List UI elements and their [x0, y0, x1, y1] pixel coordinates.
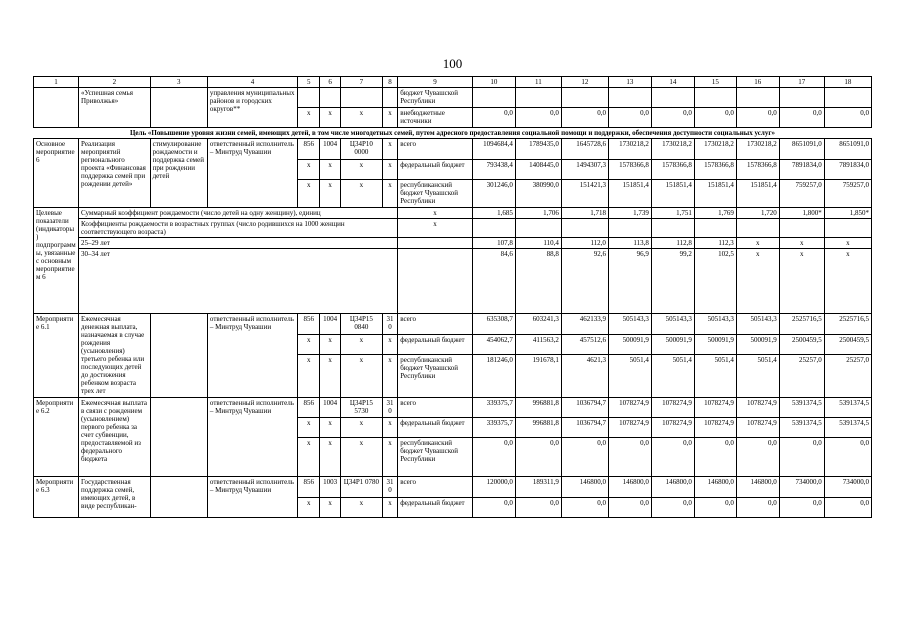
value-cell: 734000,0	[779, 477, 824, 498]
value-cell: 1789435,0	[515, 139, 561, 160]
header-cell: 9	[398, 77, 473, 88]
value-cell: 454062,7	[472, 335, 515, 355]
value-cell: 505143,3	[694, 314, 736, 335]
code-cell: x	[297, 335, 320, 355]
code-cell: x	[382, 160, 397, 180]
cell-empty	[150, 398, 207, 477]
activity-name: Государственная поддержка семей, имеющих детей, в виде республикан-	[79, 477, 151, 518]
value-cell: 191678,1	[515, 355, 561, 398]
indicator-text: Коэффициенты рождаемости в возрастных группах (число родившихся на 1000 женщин соответствующего возраста)	[79, 219, 398, 238]
code-cell: x	[297, 438, 320, 477]
funding-source: всего	[398, 139, 473, 160]
executor: ответственный исполнитель – Минтруд Чувашии	[207, 477, 297, 518]
cell-empty	[561, 219, 608, 238]
value-cell: 0,0	[651, 108, 694, 128]
code-cell: x	[297, 180, 320, 208]
cell-empty	[561, 88, 608, 108]
funding-source: федеральный бюджет	[398, 160, 473, 180]
value-cell: 793438,4	[472, 160, 515, 180]
value-cell: 500091,9	[694, 335, 736, 355]
value-cell: 1036794,7	[561, 398, 608, 418]
header-cell: 15	[694, 77, 736, 88]
code-cell: x	[320, 498, 340, 518]
value-cell: 0,0	[515, 438, 561, 477]
code-cell: 856	[297, 314, 320, 335]
header-cell: 16	[736, 77, 779, 88]
value-cell: 25257,0	[779, 355, 824, 398]
value-cell: 505143,3	[651, 314, 694, 335]
code-cell: 310	[382, 314, 397, 335]
value-cell: 1730218,2	[608, 139, 651, 160]
header-cell: 11	[515, 77, 561, 88]
value-cell: 0,0	[561, 498, 608, 518]
code-cell: x	[297, 498, 320, 518]
value-cell: 1,706	[515, 208, 561, 219]
value-cell: 1,739	[608, 208, 651, 219]
value-cell: 5391374,5	[824, 398, 871, 418]
value-cell: 8651091,0	[779, 139, 824, 160]
cell-empty	[779, 88, 824, 108]
value-cell: 92,6	[561, 249, 608, 314]
activity-code: Мероприятие 6.3	[34, 477, 79, 518]
code-cell: Ц34Р15 5730	[340, 398, 382, 418]
value-cell: 151851,4	[608, 180, 651, 208]
cell-empty	[398, 249, 473, 314]
cell-empty	[340, 88, 382, 108]
value-cell: 1078274,9	[608, 398, 651, 418]
activity-code: Мероприятие 6.1	[34, 314, 79, 398]
value-cell: 1,720	[736, 208, 779, 219]
value-cell: 5391374,5	[779, 418, 824, 438]
value-cell: 88,8	[515, 249, 561, 314]
code-cell: x	[297, 355, 320, 398]
value-cell: 151851,4	[736, 180, 779, 208]
value-cell: 1408445,0	[515, 160, 561, 180]
value-cell: 301246,0	[472, 180, 515, 208]
value-cell: 0,0	[608, 498, 651, 518]
value-cell: 113,8	[608, 238, 651, 249]
code-cell: 856	[297, 398, 320, 418]
cell-empty	[651, 219, 694, 238]
activity-code: Основное мероприятие 6	[34, 139, 79, 208]
cell-empty	[651, 88, 694, 108]
value-cell: 146800,0	[736, 477, 779, 498]
value-cell: 0,0	[824, 108, 871, 128]
value-cell: 0,0	[515, 108, 561, 128]
code-cell: x	[340, 160, 382, 180]
cell-empty	[694, 88, 736, 108]
value-cell: 380990,0	[515, 180, 561, 208]
cell-empty	[694, 219, 736, 238]
cell-empty	[382, 88, 397, 108]
header-cell: 12	[561, 77, 608, 88]
value-cell: 5051,4	[608, 355, 651, 398]
value-cell: 1730218,2	[694, 139, 736, 160]
funding-source: республиканский бюджет Чувашской Республики	[398, 180, 473, 208]
indicator-unit: x	[398, 208, 473, 219]
value-cell: 151851,4	[651, 180, 694, 208]
value-cell: 0,0	[561, 438, 608, 477]
value-cell: 0,0	[694, 108, 736, 128]
value-cell: 146800,0	[561, 477, 608, 498]
value-cell: 5051,4	[736, 355, 779, 398]
value-cell: x	[779, 238, 824, 249]
value-cell: 0,0	[608, 438, 651, 477]
code-cell: x	[320, 355, 340, 398]
code-cell: x	[382, 418, 397, 438]
value-cell: 1645728,6	[561, 139, 608, 160]
funding-source: всего	[398, 314, 473, 335]
value-cell: 0,0	[472, 498, 515, 518]
code-cell: 1004	[320, 398, 340, 418]
code-cell: x	[340, 355, 382, 398]
funding-source: внебюджетные источники	[398, 108, 473, 128]
value-cell: 5391374,5	[824, 418, 871, 438]
value-cell: 734000,0	[824, 477, 871, 498]
cell-empty	[150, 477, 207, 518]
cell-empty	[515, 88, 561, 108]
page-number: 100	[442, 56, 463, 71]
table-row	[34, 477, 872, 498]
header-cell: 5	[297, 77, 320, 88]
value-cell: x	[779, 249, 824, 314]
funding-source: республиканский бюджет Чувашской Республики	[398, 438, 473, 477]
cell-empty	[398, 238, 473, 249]
value-cell: 0,0	[736, 498, 779, 518]
code-cell: x	[340, 418, 382, 438]
code-cell: 1004	[320, 314, 340, 335]
cell-empty	[150, 88, 207, 128]
code-cell: x	[297, 108, 320, 128]
value-cell: 1578366,8	[694, 160, 736, 180]
cell-empty	[472, 219, 515, 238]
value-cell: 0,0	[561, 108, 608, 128]
indicator-label: Целевые показатели (индикаторы) подпрограммы, увязанные с основным мероприятием 6	[34, 208, 79, 314]
funding-source: федеральный бюджет	[398, 335, 473, 355]
funding-source: бюджет Чувашской Республики	[398, 88, 473, 108]
header-cell: 8	[382, 77, 397, 88]
cell-empty	[736, 219, 779, 238]
value-cell: 500091,9	[608, 335, 651, 355]
value-cell: 1036794,7	[561, 418, 608, 438]
value-cell: 99,2	[651, 249, 694, 314]
funding-source: федеральный бюджет	[398, 498, 473, 518]
executor: ответственный исполнитель – Минтруд Чувашии	[207, 139, 297, 208]
code-cell: x	[340, 108, 382, 128]
value-cell: 1730218,2	[736, 139, 779, 160]
value-cell: 5051,4	[651, 355, 694, 398]
cell-empty	[515, 219, 561, 238]
code-cell: Ц34Р1 0780	[340, 477, 382, 498]
value-cell: 4621,3	[561, 355, 608, 398]
value-cell: 1578366,8	[736, 160, 779, 180]
value-cell: 2500459,5	[779, 335, 824, 355]
table-row	[34, 314, 872, 335]
code-cell: x	[320, 438, 340, 477]
value-cell: 112,8	[651, 238, 694, 249]
code-cell: x	[320, 180, 340, 208]
value-cell: 112,0	[561, 238, 608, 249]
value-cell: 0,0	[515, 498, 561, 518]
value-cell: 0,0	[472, 108, 515, 128]
value-cell: 7891834,0	[779, 160, 824, 180]
code-cell: x	[320, 335, 340, 355]
indicator-text: 30–34 лет	[79, 249, 398, 314]
value-cell: 2525716,5	[824, 314, 871, 335]
cell-empty	[824, 88, 871, 108]
code-cell: Ц34Р15 0840	[340, 314, 382, 335]
cell-empty	[824, 219, 871, 238]
executor: ответственный исполнитель – Минтруд Чувашии	[207, 314, 297, 398]
value-cell: 996881,8	[515, 418, 561, 438]
code-cell: x	[340, 335, 382, 355]
value-cell: 411563,2	[515, 335, 561, 355]
table-row	[34, 88, 872, 108]
value-cell: 0,0	[472, 438, 515, 477]
value-cell: 146800,0	[651, 477, 694, 498]
value-cell: 8651091,0	[824, 139, 871, 160]
table-row	[34, 238, 872, 249]
value-cell: 1,769	[694, 208, 736, 219]
code-cell: x	[340, 438, 382, 477]
table-row	[34, 139, 872, 160]
value-cell: 181246,0	[472, 355, 515, 398]
value-cell: 1078274,9	[736, 398, 779, 418]
funding-source: федеральный бюджет	[398, 418, 473, 438]
value-cell: 1094684,4	[472, 139, 515, 160]
value-cell: 0,0	[779, 498, 824, 518]
code-cell: x	[382, 355, 397, 398]
header-cell: 3	[150, 77, 207, 88]
value-cell: 0,0	[694, 438, 736, 477]
value-cell: 759257,0	[779, 180, 824, 208]
code-cell: x	[382, 108, 397, 128]
value-cell: 339375,7	[472, 418, 515, 438]
cell-empty	[34, 88, 79, 128]
value-cell: 0,0	[608, 108, 651, 128]
code-cell: 856	[297, 139, 320, 160]
executor: ответственный исполнитель – Минтруд Чувашии	[207, 398, 297, 477]
value-cell: 1,850*	[824, 208, 871, 219]
value-cell: 151851,4	[694, 180, 736, 208]
indicator-text: 25–29 лет	[79, 238, 398, 249]
value-cell: 462133,9	[561, 314, 608, 335]
value-cell: 759257,0	[824, 180, 871, 208]
value-cell: 2500459,5	[824, 335, 871, 355]
funding-source: всего	[398, 477, 473, 498]
value-cell: 1494307,3	[561, 160, 608, 180]
code-cell: x	[320, 418, 340, 438]
goal-row	[34, 128, 872, 139]
code-cell: 310	[382, 398, 397, 418]
column-number-row	[34, 77, 872, 88]
value-cell: 25257,0	[824, 355, 871, 398]
code-cell: x	[340, 180, 382, 208]
value-cell: 1078274,9	[694, 418, 736, 438]
indicator-unit: x	[398, 219, 473, 238]
value-cell: 0,0	[824, 438, 871, 477]
value-cell: 339375,7	[472, 398, 515, 418]
value-cell: 110,4	[515, 238, 561, 249]
value-cell: 1,751	[651, 208, 694, 219]
code-cell: 310	[382, 477, 397, 498]
indicator-text: Суммарный коэффициент рождаемости (число детей на одну женщину), единиц	[79, 208, 398, 219]
cell-empty	[150, 314, 207, 398]
value-cell: 0,0	[779, 438, 824, 477]
code-cell: x	[340, 498, 382, 518]
value-cell: x	[824, 249, 871, 314]
funding-source: всего	[398, 398, 473, 418]
activity-goal: стимулирование рождаемости и поддержка семей при рождении детей	[150, 139, 207, 208]
value-cell: 1078274,9	[694, 398, 736, 418]
value-cell: 996881,8	[515, 398, 561, 418]
value-cell: 1578366,8	[651, 160, 694, 180]
value-cell: 1,800*	[779, 208, 824, 219]
value-cell: 146800,0	[694, 477, 736, 498]
value-cell: 7891834,0	[824, 160, 871, 180]
value-cell: 96,9	[608, 249, 651, 314]
table-row	[34, 249, 872, 314]
value-cell: 1078274,9	[651, 398, 694, 418]
value-cell: 500091,9	[736, 335, 779, 355]
value-cell: 0,0	[694, 498, 736, 518]
value-cell: 5051,4	[694, 355, 736, 398]
code-cell: 1003	[320, 477, 340, 498]
activity-name: Ежемесячная выплата в связи с рождением (усыновлением) первого ребенка за счет субвенции, предоставляемой из федерального бюджета	[79, 398, 151, 477]
activity-code: Мероприятие 6.2	[34, 398, 79, 477]
header-cell: 6	[320, 77, 340, 88]
value-cell: 505143,3	[736, 314, 779, 335]
cell-empty	[472, 88, 515, 108]
code-cell: x	[320, 108, 340, 128]
table-row	[34, 219, 872, 238]
header-cell: 2	[79, 77, 151, 88]
header-cell: 4	[207, 77, 297, 88]
value-cell: 1,718	[561, 208, 608, 219]
value-cell: 112,3	[694, 238, 736, 249]
executor: управления муниципальных районов и городских округов**	[207, 88, 297, 128]
value-cell: 603241,3	[515, 314, 561, 335]
value-cell: 5391374,5	[779, 398, 824, 418]
funding-source: республиканский бюджет Чувашской Республики	[398, 355, 473, 398]
value-cell: 2525716,5	[779, 314, 824, 335]
value-cell: 0,0	[779, 108, 824, 128]
value-cell: 146800,0	[608, 477, 651, 498]
value-cell: 1078274,9	[608, 418, 651, 438]
code-cell: 856	[297, 477, 320, 498]
cell-empty	[608, 219, 651, 238]
value-cell: 1578366,8	[608, 160, 651, 180]
program-table	[33, 76, 872, 518]
header-cell: 18	[824, 77, 871, 88]
value-cell: 0,0	[736, 108, 779, 128]
value-cell: 457512,6	[561, 335, 608, 355]
value-cell: 0,0	[824, 498, 871, 518]
value-cell: 84,6	[472, 249, 515, 314]
code-cell: x	[382, 335, 397, 355]
value-cell: 0,0	[736, 438, 779, 477]
value-cell: 1730218,2	[651, 139, 694, 160]
value-cell: x	[824, 238, 871, 249]
table-row	[34, 208, 872, 219]
activity-name: Реализация мероприятий регионального проекта «Финансовая поддержка семей при рождении детей»	[79, 139, 151, 208]
value-cell: 500091,9	[651, 335, 694, 355]
value-cell: 189311,9	[515, 477, 561, 498]
code-cell: x	[297, 160, 320, 180]
code-cell: x	[382, 139, 397, 160]
value-cell: 102,5	[694, 249, 736, 314]
code-cell: x	[320, 160, 340, 180]
value-cell: 635308,7	[472, 314, 515, 335]
value-cell: 120000,0	[472, 477, 515, 498]
code-cell: x	[297, 418, 320, 438]
cell-empty	[320, 88, 340, 108]
header-cell: 14	[651, 77, 694, 88]
code-cell: x	[382, 180, 397, 208]
value-cell: 107,8	[472, 238, 515, 249]
value-cell: 151421,3	[561, 180, 608, 208]
value-cell: 1078274,9	[651, 418, 694, 438]
value-cell: 505143,3	[608, 314, 651, 335]
activity-name: Ежемесячная денежная выплата, назначаемая в случае рождения (усыновления) третьего ребенка или последующих детей до достижения ребенком возраста трех лет	[79, 314, 151, 398]
cell-empty	[297, 88, 320, 108]
code-cell: 1004	[320, 139, 340, 160]
code-cell: Ц34Р10 0000	[340, 139, 382, 160]
header-cell: 1	[34, 77, 79, 88]
code-cell: x	[382, 438, 397, 477]
header-cell: 13	[608, 77, 651, 88]
header-cell: 17	[779, 77, 824, 88]
goal-heading: Цель «Повышение уровня жизни семей, имеющих детей, в том числе многодетных семей, путем адресного предоставления социальной помощи и поддержки, обеспечения доступности социальных услуг»	[34, 128, 872, 139]
code-cell: x	[382, 498, 397, 518]
value-cell: 0,0	[651, 438, 694, 477]
cell-empty	[779, 219, 824, 238]
header-cell: 7	[340, 77, 382, 88]
value-cell: x	[736, 249, 779, 314]
value-cell: 1,685	[472, 208, 515, 219]
program-name: «Успешная семья Приволжья»	[79, 88, 151, 128]
value-cell: x	[736, 238, 779, 249]
value-cell: 1078274,9	[736, 418, 779, 438]
cell-empty	[736, 88, 779, 108]
value-cell: 0,0	[651, 498, 694, 518]
cell-empty	[608, 88, 651, 108]
header-cell: 10	[472, 77, 515, 88]
table-row	[34, 398, 872, 418]
